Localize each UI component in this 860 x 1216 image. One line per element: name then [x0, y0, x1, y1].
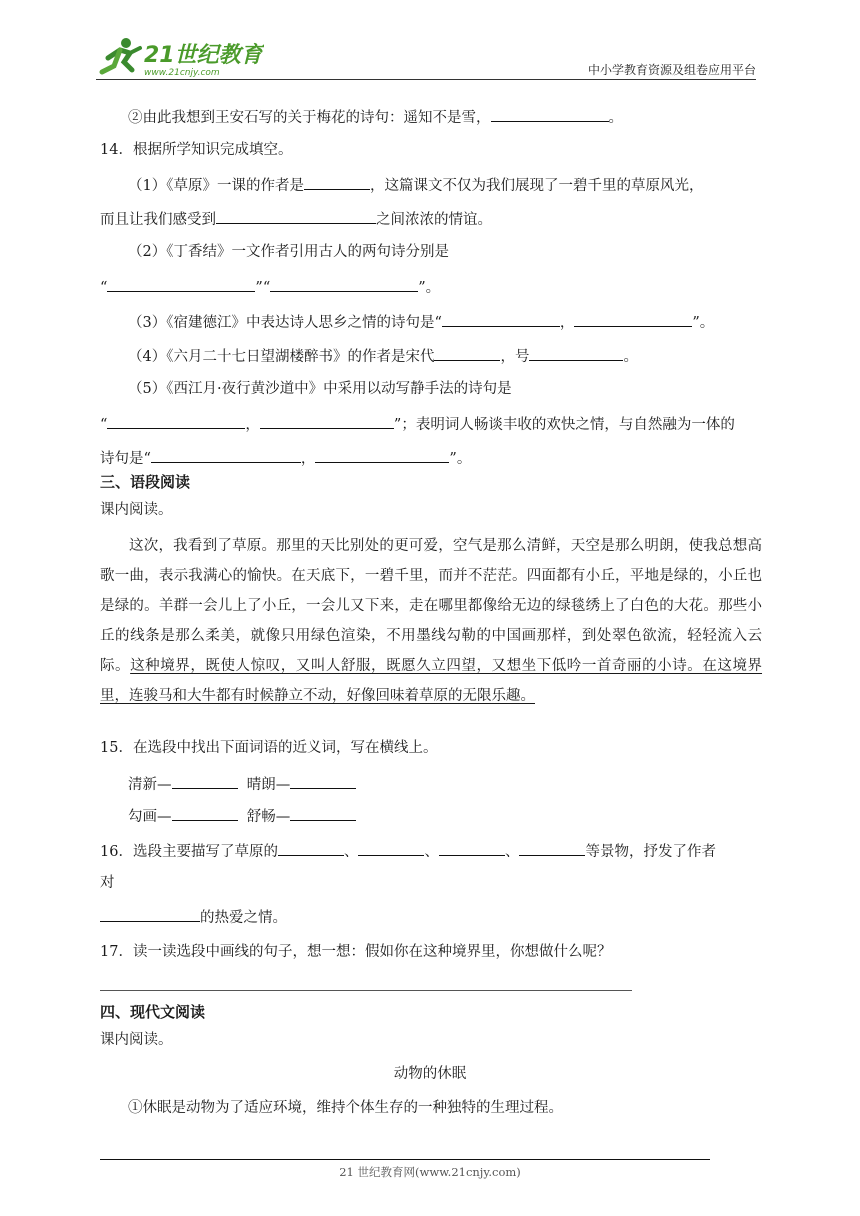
article-paragraph: ①休眠是动物为了适应环境，维持个体生存的一种独特的生理过程。	[128, 1100, 563, 1116]
article-title: 动物的休眠	[393, 1066, 467, 1082]
section-subtitle: 课内阅读。	[100, 502, 173, 518]
q16-stem: 16．选段主要描写了草原的 、 、 、 等景物，抒发了作者	[100, 840, 716, 862]
answer-blank[interactable]	[434, 345, 500, 361]
q14-item2: （2）《丁香结》一文作者引用古人的两句诗分别是	[128, 244, 449, 260]
answer-blank[interactable]	[529, 345, 623, 361]
answer-blank[interactable]	[358, 840, 424, 856]
answer-blank[interactable]	[100, 906, 200, 922]
q14-item2-blanks: “ ”“ ”。	[100, 276, 440, 298]
answer-blank[interactable]	[304, 174, 370, 190]
answer-blank[interactable]	[172, 773, 238, 789]
answer-blank[interactable]	[519, 840, 585, 856]
answer-blank[interactable]	[216, 208, 376, 224]
answer-blank[interactable]	[278, 840, 344, 856]
q15-stem: 15．在选段中找出下面词语的近义词，写在横线上。	[100, 740, 438, 756]
runner-icon	[102, 38, 140, 72]
q16-cont2: 的热爱之情。	[100, 906, 287, 928]
q14-item1: （1）《草原》一课的作者是 ，这篇课文不仅为我们展现了一碧千里的草原风光，	[128, 174, 703, 196]
q15-row1: 清新— 晴朗—	[128, 773, 356, 795]
answer-blank[interactable]	[151, 447, 301, 463]
answer-blank[interactable]	[107, 276, 255, 292]
reading-passage: 这次，我看到了草原。那里的天比别处的更可爱，空气是那么清鲜，天空是那么明朗，使我总想高歌一曲，表示我满心的愉快。在天底下，一碧千里，而并不茫茫。四面都有小丘，平地是绿的，小丘也是绿的。羊群一会儿上了小丘，一会儿又下来，走在哪里都像给无边的绿毯绣上了白色的大花。那些小丘的线条是那么柔美，就像只用绿色渲染，不用墨线勾勒的中国画那样，到处翠色欲流，轻轻流入云际。这种境界，既使人惊叹，又叫人舒服，既愿久立四望，又想坐下低吟一首奇丽的小诗。在这境界里，连骏马和大牛都有时候静立不动，好像回味着草原的无限乐趣。	[100, 538, 763, 704]
footer-text: 21 世纪教育网(www.21cnjy.com)	[339, 1165, 521, 1179]
answer-blank[interactable]	[270, 276, 418, 292]
site-logo	[94, 36, 264, 80]
q16-cont: 对	[100, 875, 115, 891]
answer-blank[interactable]	[491, 106, 609, 122]
answer-blank[interactable]	[315, 447, 449, 463]
answer-blank[interactable]	[574, 311, 692, 327]
section-subtitle: 课内阅读。	[100, 1032, 173, 1048]
answer-blank[interactable]	[290, 805, 356, 821]
q14-item5-cont: “ ， ”；表明词人畅谈丰收的欢快之情，与自然融为一体的	[100, 413, 735, 435]
answer-blank[interactable]	[107, 413, 245, 429]
answer-line[interactable]	[100, 990, 632, 991]
q14-stem: 14．根据所学知识完成填空。	[100, 142, 293, 158]
answer-blank[interactable]	[172, 805, 238, 821]
q17-stem: 17．读一读选段中画线的句子，想一想：假如你在这种境界里，你想做什么呢？	[100, 944, 612, 960]
section-title: 四、现代文阅读	[100, 1003, 206, 1021]
q14-item3: （3）《宿建德江》中表达诗人思乡之情的诗句是“ ， ”。	[128, 311, 714, 333]
q13-part2: ②由此我想到王安石写的关于梅花的诗句：遥知不是雪， 。	[128, 106, 623, 128]
answer-blank[interactable]	[260, 413, 394, 429]
platform-label: 中小学教育资源及组卷应用平台	[587, 63, 756, 77]
underlined-sentence: 这种境界，既使人惊叹，又叫人舒服，既愿久立四望，又想坐下低吟一首奇丽的小诗。在这境界里，连骏马和大牛都有时候静立不动，好像回味着草原的无限乐趣。	[100, 658, 763, 704]
q15-row2: 勾画— 舒畅—	[128, 805, 356, 827]
svg-text:www.21cnjy.com: www.21cnjy.com	[144, 68, 220, 78]
header-divider	[96, 79, 756, 80]
answer-blank[interactable]	[442, 311, 560, 327]
answer-blank[interactable]	[290, 773, 356, 789]
answer-blank[interactable]	[439, 840, 505, 856]
q14-item5: （5）《西江月·夜行黄沙道中》中采用以动写静手法的诗句是	[128, 381, 512, 397]
q14-item5-cont2: 诗句是“ ， ”。	[100, 447, 471, 469]
footer-divider	[100, 1159, 710, 1160]
svg-text:21世纪教育: 21世纪教育	[144, 43, 263, 68]
section-title: 三、语段阅读	[100, 473, 191, 491]
q14-item4: （4）《六月二十七日望湖楼醉书》的作者是宋代 ，号 。	[128, 345, 638, 367]
q14-item1-cont: 而且让我们感受到 之间浓浓的情谊。	[100, 208, 492, 230]
